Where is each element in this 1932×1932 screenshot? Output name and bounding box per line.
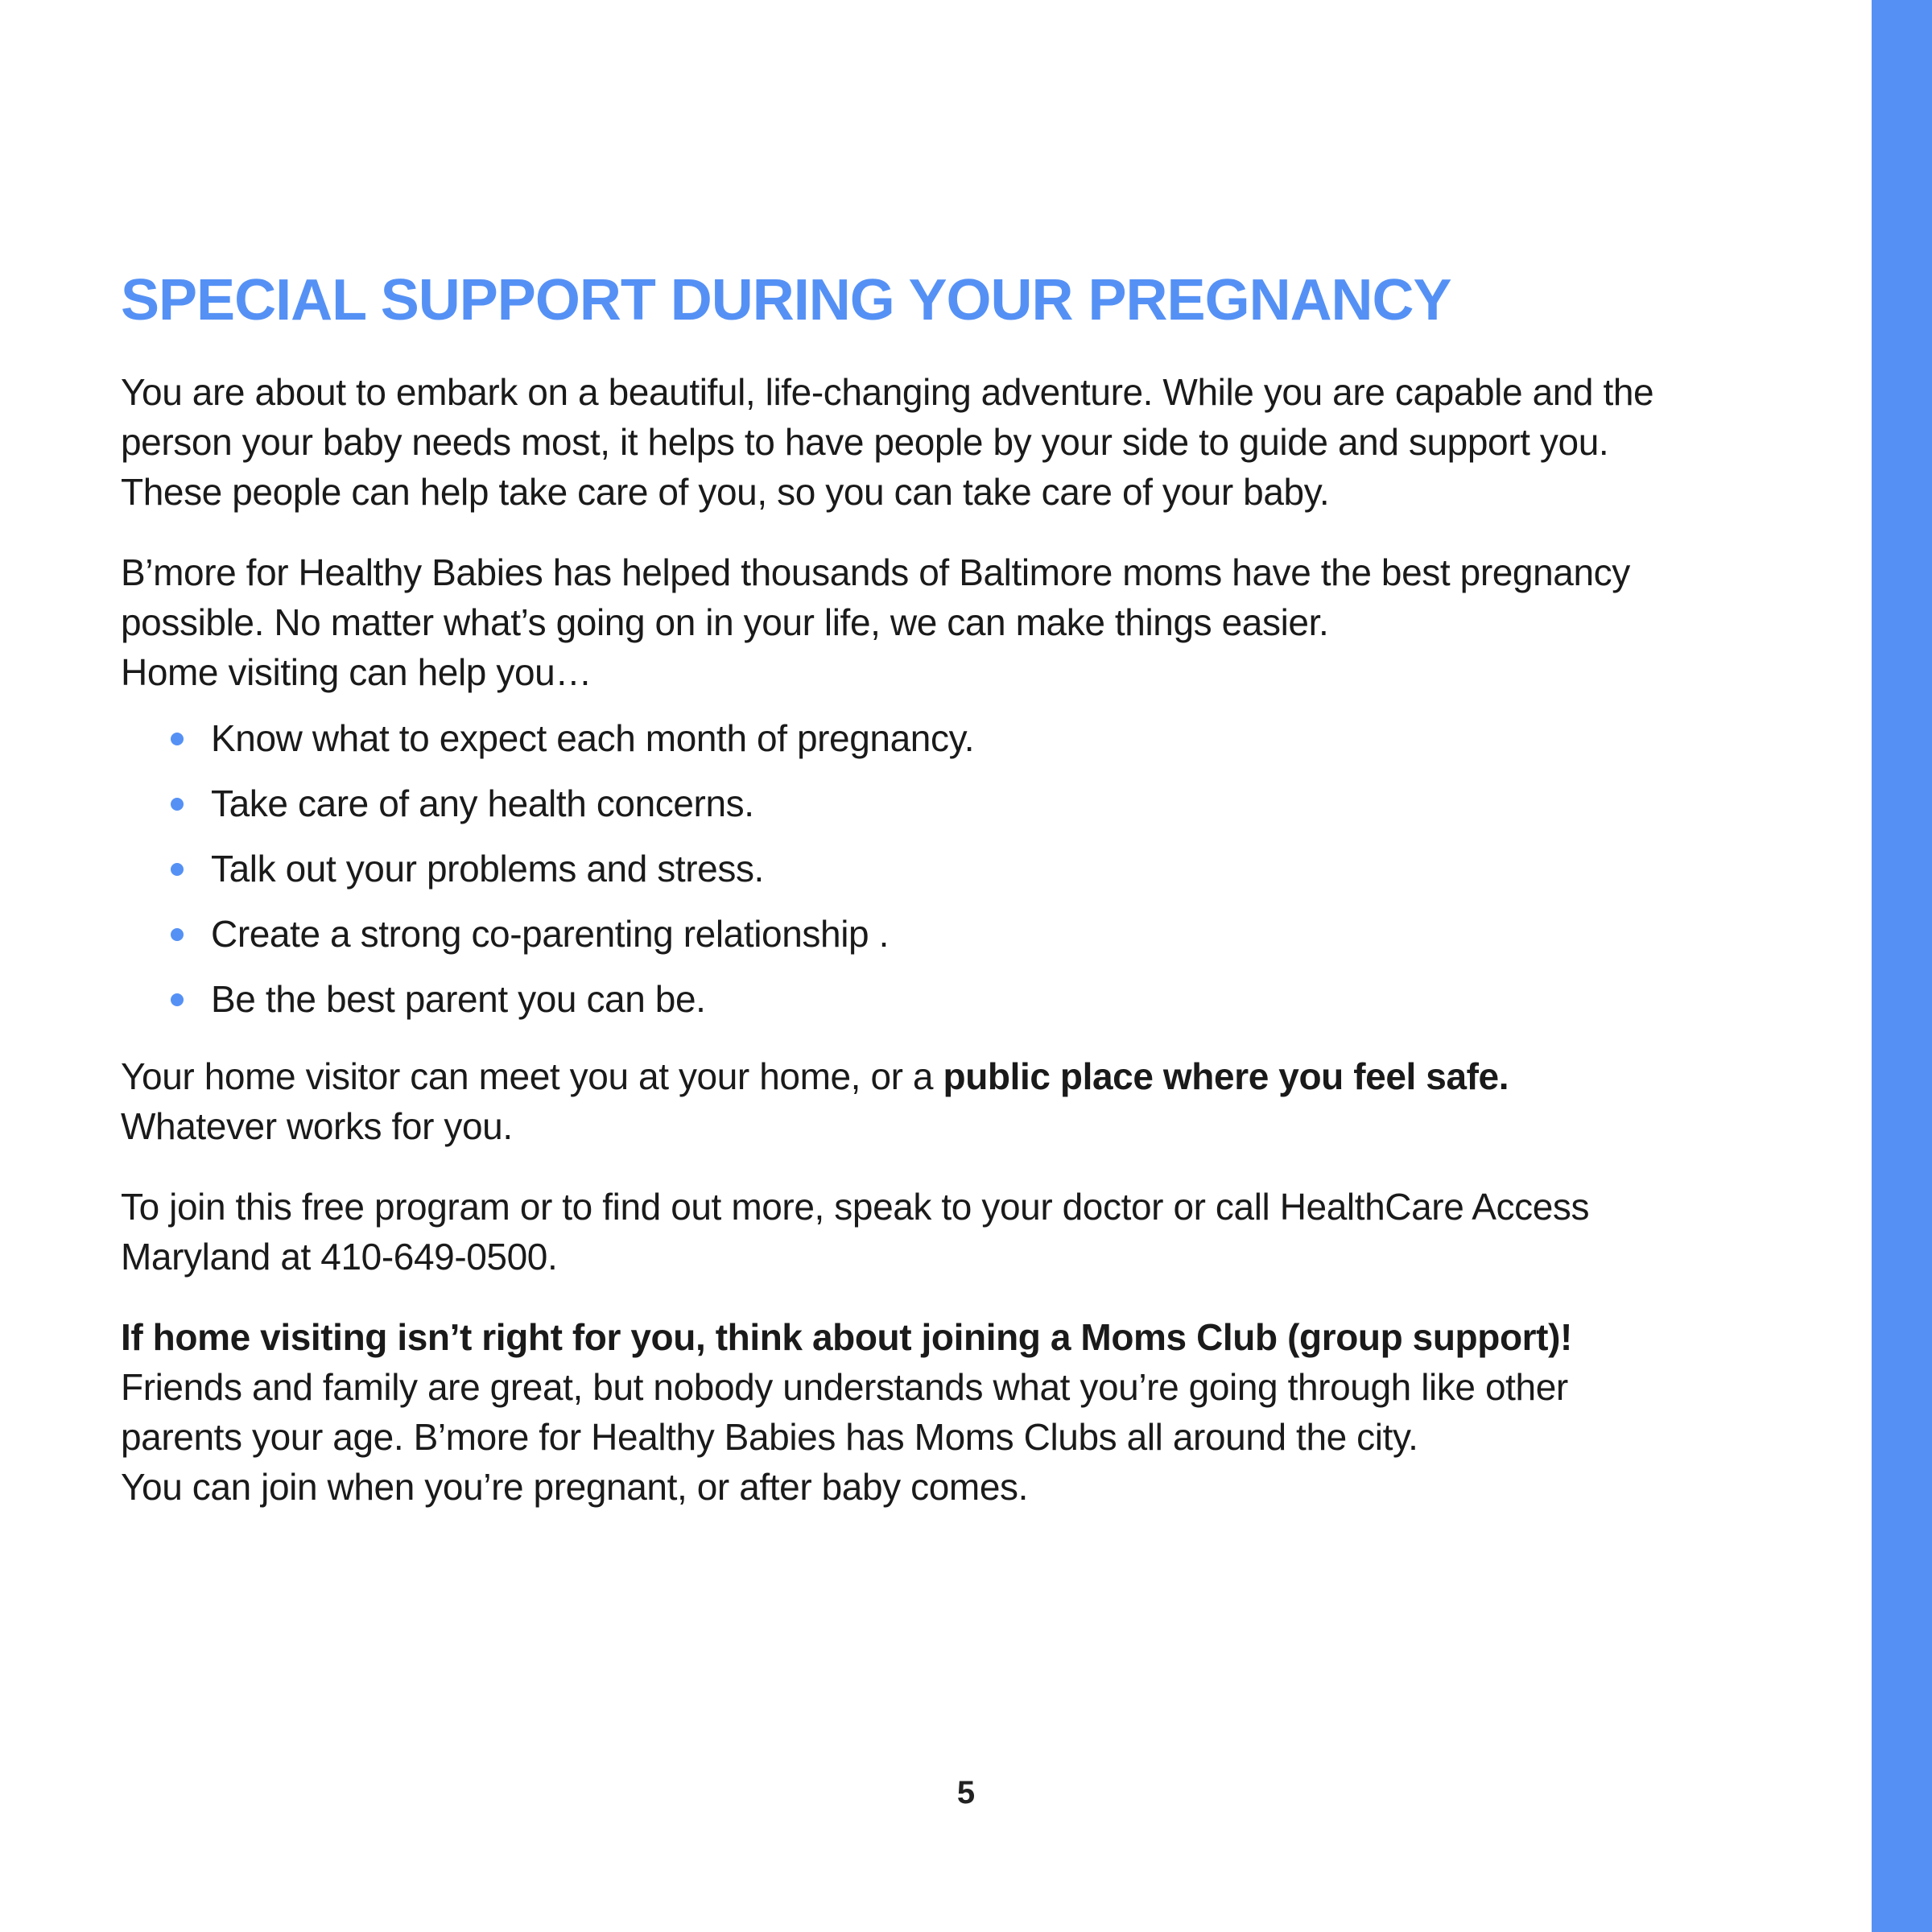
- moms-club-paragraph: [121, 1312, 1795, 1512]
- benefit-item: [171, 778, 1795, 828]
- join-paragraph: [121, 1182, 1795, 1282]
- moms-club-line-2: parents your age. B’more for Healthy Babies has Moms Clubs all around the city.: [121, 1416, 1418, 1459]
- benefit-text: Talk out your problems and stress.: [211, 848, 764, 890]
- visitor-line-1: [121, 1051, 1795, 1101]
- benefit-text: Take care of any health concerns.: [211, 782, 754, 825]
- visitor-line-2: Whatever works for you.: [121, 1105, 513, 1148]
- benefits-list: [121, 713, 1795, 1024]
- side-accent-bar: [1872, 0, 1932, 1932]
- moms-club-heading: If home visiting isn’t right for you, think about joining a Moms Club (group support)!: [121, 1316, 1572, 1359]
- moms-club-line-1: Friends and family are great, but nobody understands what you’re going through like other: [121, 1366, 1568, 1409]
- benefit-item: [171, 844, 1795, 894]
- intro-paragraph: [121, 367, 1795, 517]
- benefit-item: [171, 713, 1795, 763]
- page-number: 5: [956, 1775, 976, 1810]
- bullet-dot-icon: [171, 863, 184, 876]
- intro-line-1: You are about to embark on a beautiful, life-changing adventure. While you are capable and the: [121, 371, 1654, 414]
- bullet-dot-icon: [171, 798, 184, 811]
- intro-line-2: person your baby needs most, it helps to have people by your side to guide and support you.: [121, 421, 1609, 464]
- program-line-1: B’more for Healthy Babies has helped thousands of Baltimore moms have the best pregnancy: [121, 551, 1630, 594]
- visitor-text: Your home visitor can meet you at your home, or a: [121, 1055, 943, 1098]
- bullet-dot-icon: [171, 928, 184, 941]
- visitor-bold-text: public place where you feel safe.: [943, 1055, 1509, 1098]
- benefit-text: Be the best parent you can be.: [211, 978, 706, 1021]
- bullet-dot-icon: [171, 733, 184, 745]
- program-line-2: possible. No matter what’s going on in your life, we can make things easier.: [121, 601, 1329, 644]
- visitor-paragraph: [121, 1051, 1795, 1151]
- join-line-2: Maryland at 410-649-0500.: [121, 1236, 558, 1278]
- bullet-dot-icon: [171, 993, 184, 1006]
- program-paragraph: [121, 547, 1795, 697]
- page-content: [121, 266, 1795, 1542]
- benefit-text: Know what to expect each month of pregnancy.: [211, 717, 975, 760]
- benefit-item: [171, 909, 1795, 959]
- intro-line-3: These people can help take care of you, so you can take care of your baby.: [121, 471, 1330, 514]
- benefit-text: Create a strong co-parenting relationship .: [211, 913, 889, 956]
- moms-club-line-3: You can join when you’re pregnant, or after baby comes.: [121, 1466, 1029, 1509]
- benefit-item: [171, 974, 1795, 1024]
- join-line-1: To join this free program or to find out more, speak to your doctor or call HealthCare Access: [121, 1186, 1590, 1228]
- page-title: SPECIAL SUPPORT DURING YOUR PREGNANCY: [121, 268, 1451, 332]
- program-line-3: Home visiting can help you…: [121, 651, 592, 694]
